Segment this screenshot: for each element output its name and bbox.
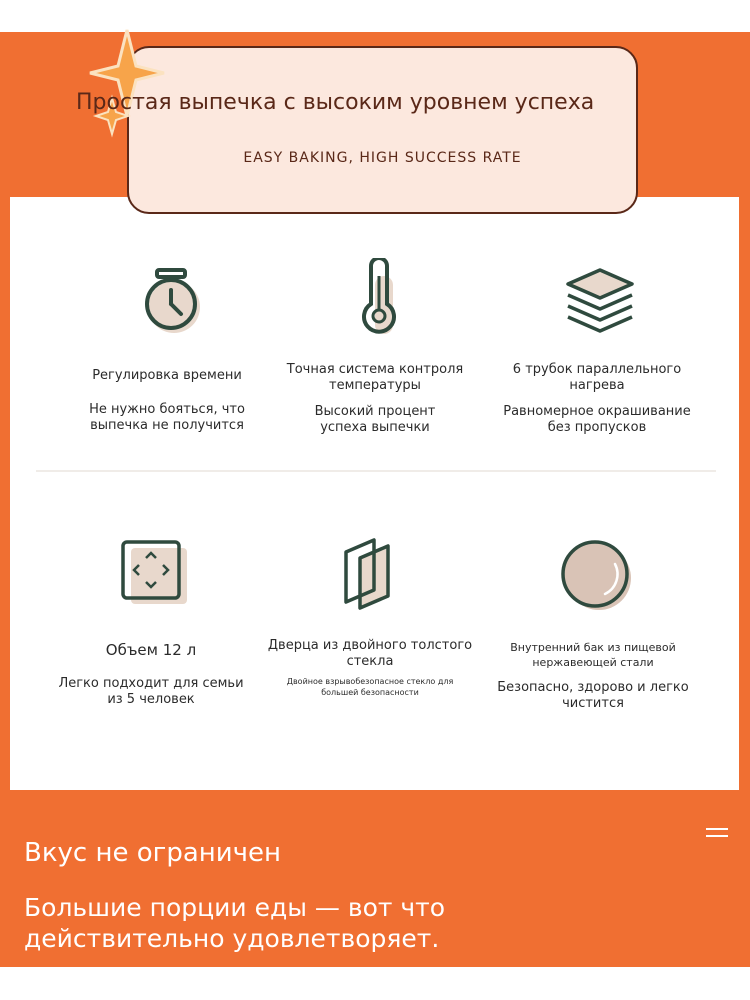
- feature-heating-name: 6 трубок параллельного нагрева: [512, 362, 682, 393]
- menu-icon: [706, 828, 728, 838]
- capacity-icon: [111, 536, 191, 616]
- feature-temperature-desc: Высокий процент успеха выпечки: [314, 404, 436, 435]
- feature-time-name: Регулировка времени: [92, 368, 242, 383]
- steel-tank-icon: [553, 536, 633, 616]
- feature-temperature: [260, 258, 490, 436]
- feature-time: [52, 262, 282, 434]
- thermometer-icon: [335, 258, 415, 338]
- feature-temperature-name: Точная система контроля температуры: [286, 362, 464, 393]
- header-bubble: [127, 46, 638, 214]
- feature-heating: [482, 262, 712, 436]
- feature-capacity-desc: Легко подходит для семьи из 5 человек: [58, 676, 244, 707]
- feature-time-desc: Не нужно бояться, что выпечка не получится: [89, 402, 245, 433]
- feature-glass-door: [255, 536, 485, 698]
- timer-icon: [127, 262, 207, 342]
- feature-capacity-name: Объем 12 л: [105, 641, 197, 659]
- bottom-margin: [0, 967, 750, 1000]
- feature-glass-door-desc: Двойное взрывобезопасное стекло для большей безопасности: [286, 677, 454, 697]
- footer-text: Большие порции еды — вот что действительно удовлетворяет.: [24, 893, 446, 953]
- page-title: Простая выпечка с высоким уровнем успеха: [76, 90, 595, 115]
- feature-glass-door-name: Дверца из двойного толстого стекла: [267, 638, 473, 669]
- features-divider: [36, 470, 716, 472]
- layers-icon: [557, 262, 637, 342]
- double-glass-icon: [330, 536, 410, 616]
- feature-capacity: [36, 536, 266, 708]
- feature-heating-desc: Равномерное окрашивание без пропусков: [503, 404, 691, 435]
- feature-steel-tank-name: Внутренний бак из пищевой нержавеющей стали: [510, 641, 676, 669]
- feature-steel-tank: [478, 536, 708, 712]
- feature-steel-tank-desc: Безопасно, здорово и легко чистится: [497, 680, 689, 711]
- sparkle-star-icon: [82, 28, 172, 138]
- page-subtitle: EASY BAKING, HIGH SUCCESS RATE: [243, 150, 522, 166]
- footer-title: Вкус не ограничен: [24, 838, 282, 868]
